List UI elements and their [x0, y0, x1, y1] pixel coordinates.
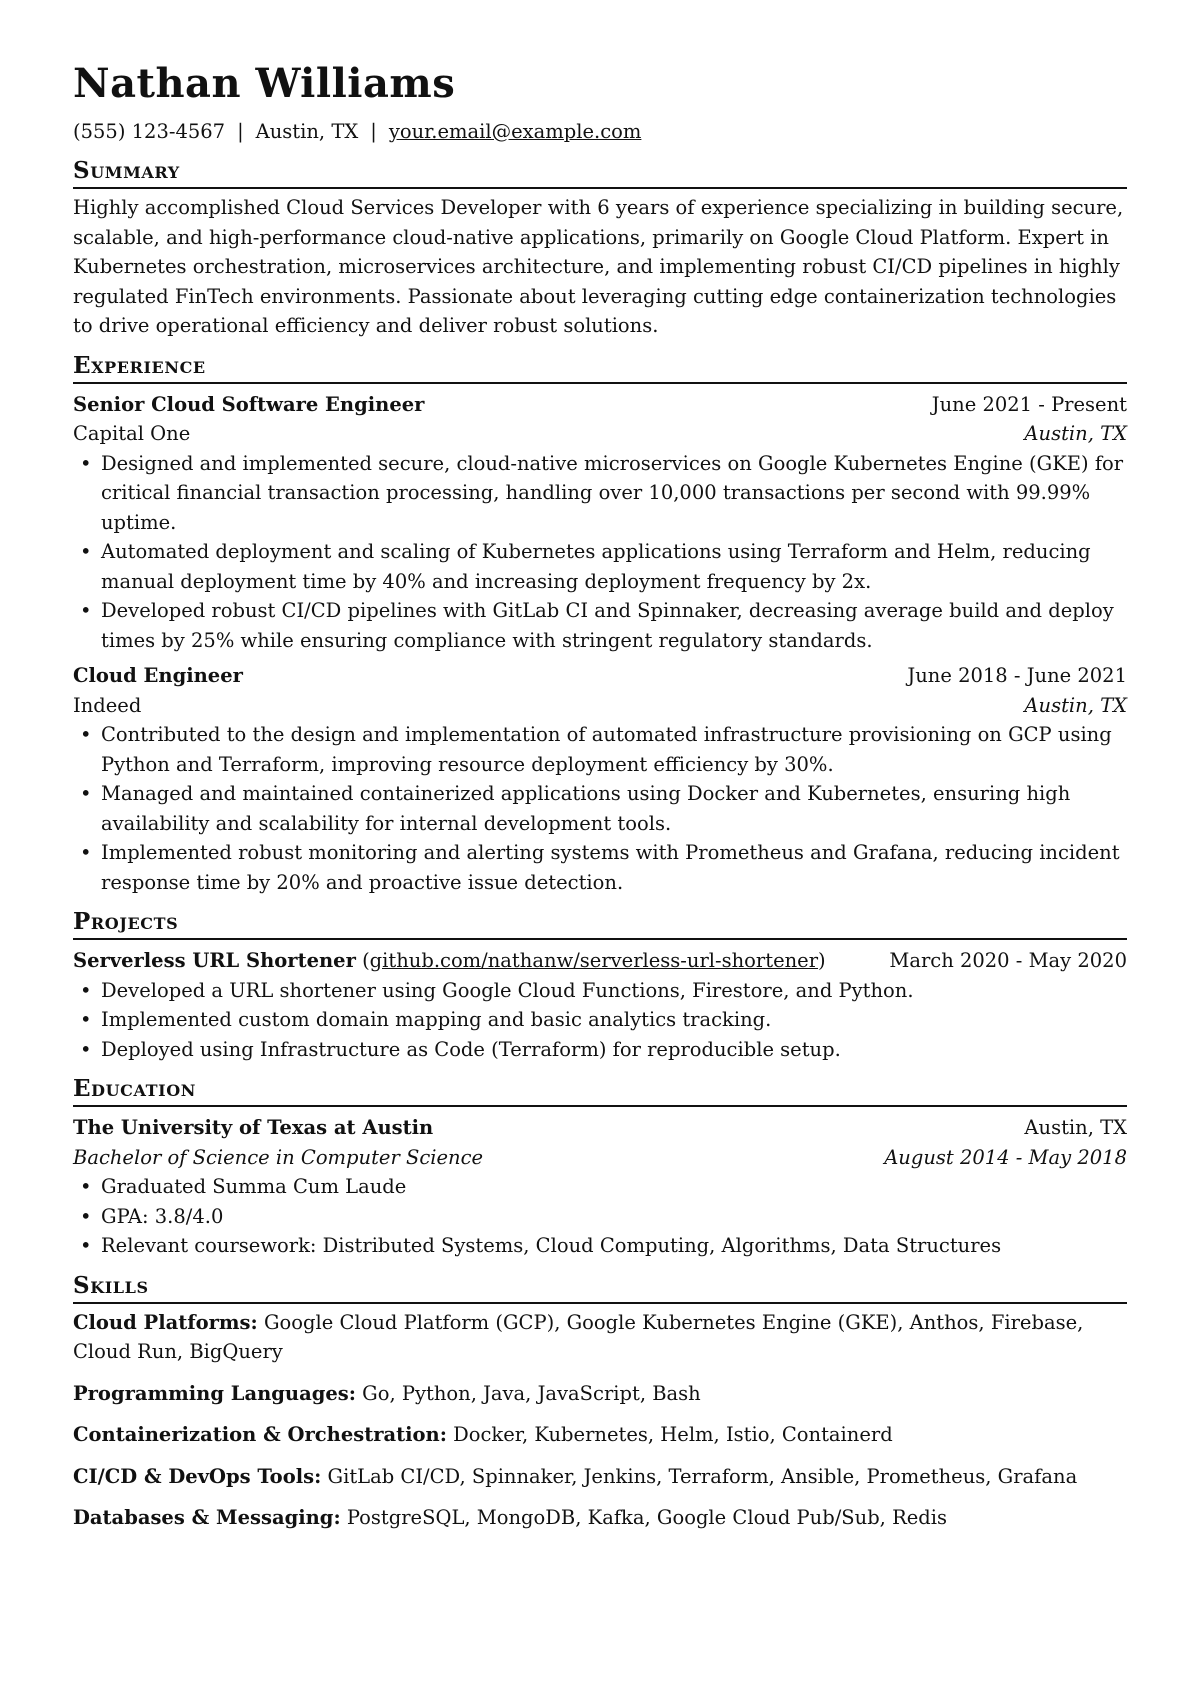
job-title: Senior Cloud Software Engineer: [73, 392, 425, 416]
job-dates: June 2018 - June 2021: [907, 664, 1127, 687]
skill-row: [73, 1503, 1127, 1533]
skill-row: [73, 1379, 1127, 1409]
list-item: • Implemented robust monitoring and alerting systems with Prometheus and Grafana, reducing incident response time by 20% and proactive issue detection.: [73, 838, 1127, 897]
project-title: Serverless URL Shortener: [73, 949, 356, 972]
phone-number: (555) 123-4567: [73, 120, 226, 143]
company-name: Capital One: [73, 422, 191, 445]
contact-line: [73, 118, 1127, 146]
location: Austin, TX: [255, 120, 359, 143]
section-heading-skills: Skills: [73, 1271, 1127, 1304]
separator: |: [370, 120, 377, 143]
paren-close: ): [818, 949, 826, 972]
list-item: • Graduated Summa Cum Laude: [73, 1172, 1127, 1202]
skill-label: CI/CD & DevOps Tools:: [73, 1464, 322, 1488]
skill-label: Programming Languages:: [73, 1381, 356, 1405]
projects-section: [73, 907, 1127, 1064]
list-item: • GPA: 3.8/4.0: [73, 1202, 1127, 1232]
list-item: • Developed robust CI/CD pipelines with GitLab CI and Spinnaker, decreasing average build and deploy times by 25% while ensuring compliance with stringent regulatory standards.: [73, 596, 1127, 655]
resume-page: [73, 60, 1127, 1533]
skill-label: Databases & Messaging:: [73, 1506, 341, 1529]
experience-entry: [73, 390, 1127, 656]
skill-row: [73, 1462, 1127, 1492]
skill-value: PostgreSQL, MongoDB, Kafka, Google Cloud Pub/Sub, Redis: [346, 1506, 948, 1529]
job-location: Austin, TX: [1024, 693, 1127, 717]
skill-value: Docker, Kubernetes, Helm, Istio, Containerd: [453, 1423, 893, 1446]
candidate-name: Nathan Williams: [73, 60, 456, 107]
skill-label: Cloud Platforms:: [73, 1310, 258, 1334]
section-heading-projects: Projects: [73, 907, 1127, 940]
section-heading-summary: Summary: [73, 156, 1127, 189]
school-name: The University of Texas at Austin: [73, 1116, 434, 1139]
list-item: • Relevant coursework: Distributed Systems, Cloud Computing, Algorithms, Data Structures: [73, 1231, 1127, 1261]
skills-section: [73, 1271, 1127, 1533]
section-heading-experience: Experience: [73, 351, 1127, 384]
project-dates: March 2020 - May 2020: [889, 949, 1127, 972]
list-item: • Deployed using Infrastructure as Code (Terraform) for reproducible setup.: [73, 1035, 1127, 1065]
job-location: Austin, TX: [1024, 422, 1127, 445]
school-location: Austin, TX: [1024, 1116, 1127, 1139]
experience-section: [73, 351, 1127, 898]
job-title: Cloud Engineer: [73, 664, 243, 687]
project-bullets: [73, 976, 1127, 1065]
project-entry: [73, 946, 1127, 1064]
skill-row: [73, 1420, 1127, 1450]
project-link[interactable]: github.com/nathanw/serverless-url-shortener: [369, 949, 819, 972]
degree: Bachelor of Science in Computer Science: [73, 1145, 484, 1169]
job-bullets: [73, 449, 1127, 656]
list-item: • Implemented custom domain mapping and basic analytics tracking.: [73, 1005, 1127, 1035]
list-item: • Designed and implemented secure, cloud-native microservices on Google Kubernetes Engine (GKE) for critical financial transaction processing, handling over 10,000 transactions per second with 99.99% uptime.: [73, 449, 1127, 538]
list-item: • Managed and maintained containerized applications using Docker and Kubernetes, ensuring high availability and scalability for internal development tools.: [73, 779, 1127, 838]
list-item: • Automated deployment and scaling of Kubernetes applications using Terraform and Helm, reducing manual deployment time by 40% and increasing deployment frequency by 2x.: [73, 537, 1127, 596]
job-bullets: [73, 720, 1127, 897]
summary-text: Highly accomplished Cloud Services Developer with 6 years of experience specializing in building secure, scalable, and high-performance cloud-native applications, primarily on Google Cloud Platform. Expert in Kubernetes orchestration, microservices architecture, and implementing robust CI/CD pipelines in highly regulated FinTech environments. Passionate about leveraging cutting edge containerization technologies to drive operational efficiency and deliver robust solutions.: [73, 196, 1124, 337]
list-item: • Contributed to the design and implementation of automated infrastructure provisioning on GCP using Python and Terraform, improving resource deployment efficiency by 30%.: [73, 720, 1127, 779]
skill-value: GitLab CI/CD, Spinnaker, Jenkins, Terraform, Ansible, Prometheus, Grafana: [327, 1464, 1078, 1488]
skill-value: Go, Python, Java, JavaScript, Bash: [362, 1381, 701, 1405]
summary-section: [73, 156, 1127, 341]
section-heading-education: Education: [73, 1074, 1127, 1107]
education-bullets: [73, 1172, 1127, 1261]
education-dates: August 2014 - May 2018: [884, 1145, 1127, 1169]
separator: |: [237, 120, 244, 143]
education-section: [73, 1074, 1127, 1261]
job-dates: June 2021 - Present: [931, 392, 1127, 416]
skill-label: Containerization & Orchestration:: [73, 1423, 447, 1446]
education-entry: [73, 1113, 1127, 1261]
experience-entry: [73, 661, 1127, 897]
skill-row: [73, 1308, 1127, 1367]
list-item: • Developed a URL shortener using Google Cloud Functions, Firestore, and Python.: [73, 976, 1127, 1006]
skill-value: Google Cloud Platform (GCP), Google Kubernetes Engine (GKE), Anthos, Firebase, Cloud Run, BigQuery: [73, 1310, 1084, 1363]
email-link[interactable]: your.email@example.com: [388, 120, 642, 143]
paren-open: (: [362, 949, 370, 972]
company-name: Indeed: [73, 693, 142, 717]
